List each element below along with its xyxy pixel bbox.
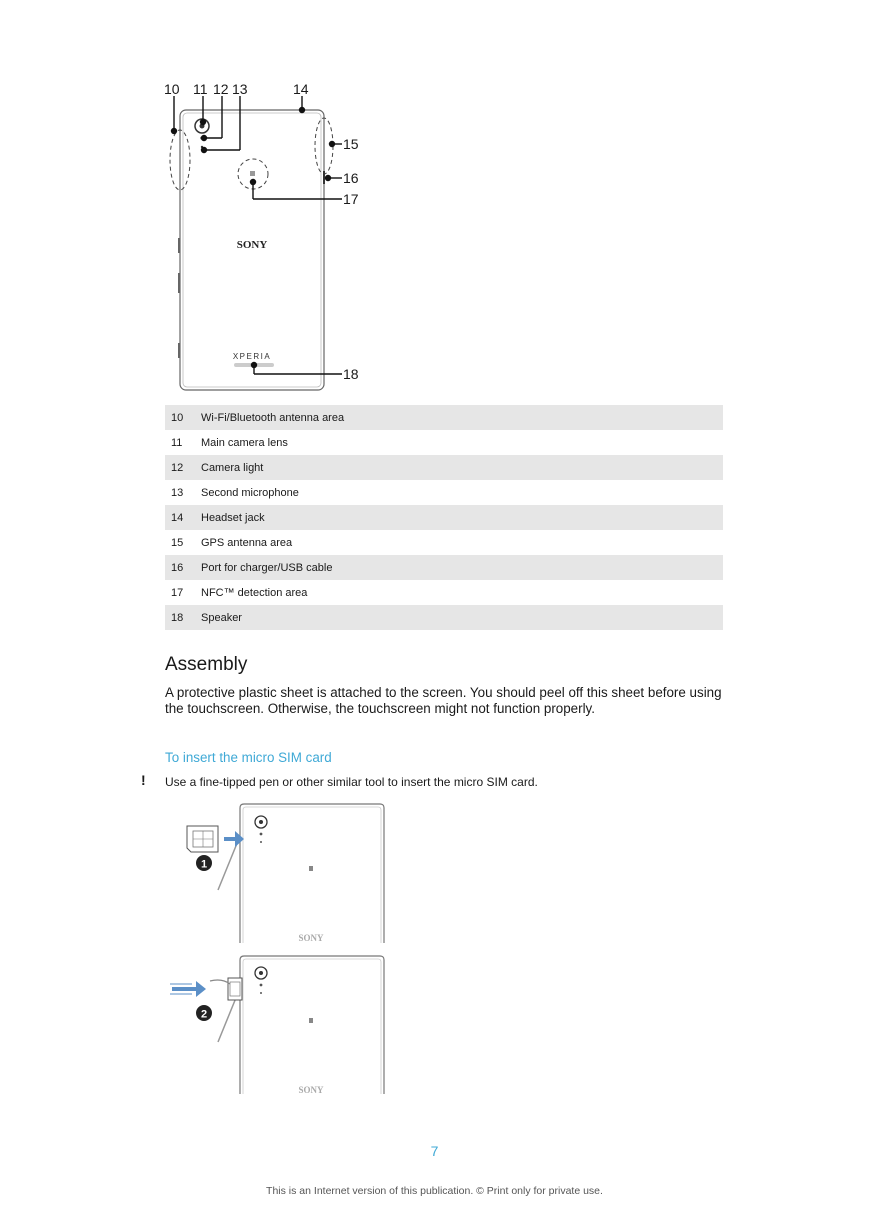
table-row — [165, 530, 723, 555]
part-label: Headset jack — [201, 505, 723, 530]
part-label: Wi-Fi/Bluetooth antenna area — [201, 405, 723, 430]
table-row — [165, 505, 723, 530]
part-label: Second microphone — [201, 486, 299, 499]
table-row — [165, 605, 723, 630]
table-row — [165, 555, 723, 580]
part-number: 13 — [171, 486, 184, 499]
parts-table — [165, 405, 723, 630]
step-number-2: 2 — [200, 1008, 208, 1021]
sim-insert-diagram — [160, 798, 390, 1098]
callout-18: 18 — [343, 366, 359, 382]
callout-14: 14 — [293, 81, 309, 97]
table-row — [165, 455, 723, 480]
part-label: GPS antenna area — [201, 536, 293, 549]
callout-15: 15 — [343, 136, 359, 152]
part-number: 16 — [165, 555, 201, 580]
procedure-title: To insert the micro SIM card — [165, 750, 332, 765]
section-heading: Assembly — [165, 654, 248, 675]
part-number: 17 — [171, 586, 184, 599]
table-row — [165, 480, 723, 505]
callout-11: 11 — [193, 81, 208, 97]
warning-text: Use a fine-tipped pen or other similar tool to insert the micro SIM card. — [165, 775, 538, 789]
brand-logo: SONY — [236, 239, 268, 251]
callout-16: 16 — [343, 170, 359, 186]
intro-paragraph: A protective plastic sheet is attached to the screen. You should peel off this sheet before using the touchscreen. Otherwise, the touchscreen might not function properly. — [165, 685, 722, 716]
footer-note: This is an Internet version of this publication. © Print only for private use. — [266, 1185, 603, 1197]
table-row — [165, 405, 723, 430]
table-row — [165, 580, 723, 605]
step-2-illustration — [170, 956, 384, 1095]
warning-icon: ! — [141, 772, 146, 788]
part-label: Port for charger/USB cable — [201, 555, 723, 580]
table-row — [165, 430, 723, 455]
brand-logo: SONY — [298, 1085, 324, 1095]
part-number: 11 — [171, 436, 183, 449]
callout-10: 10 — [164, 81, 180, 97]
part-number: 18 — [165, 605, 201, 630]
part-label: NFC™ detection area — [201, 586, 308, 599]
part-number: 12 — [165, 455, 201, 480]
model-logo: XPERIA — [232, 352, 272, 361]
part-number: 10 — [165, 405, 201, 430]
callout-12: 12 — [213, 81, 229, 97]
part-number: 15 — [171, 536, 184, 549]
part-label: Speaker — [201, 605, 723, 630]
phone-rear-diagram — [160, 78, 380, 396]
step-1-illustration — [187, 804, 384, 943]
brand-logo: SONY — [298, 933, 324, 943]
part-label: Main camera lens — [201, 436, 288, 449]
page-number: 7 — [430, 1143, 439, 1159]
callout-17: 17 — [343, 191, 359, 207]
part-label: Camera light — [201, 455, 723, 480]
step-number-1: 1 — [200, 858, 208, 871]
part-number: 14 — [165, 505, 201, 530]
callout-13: 13 — [232, 81, 248, 97]
